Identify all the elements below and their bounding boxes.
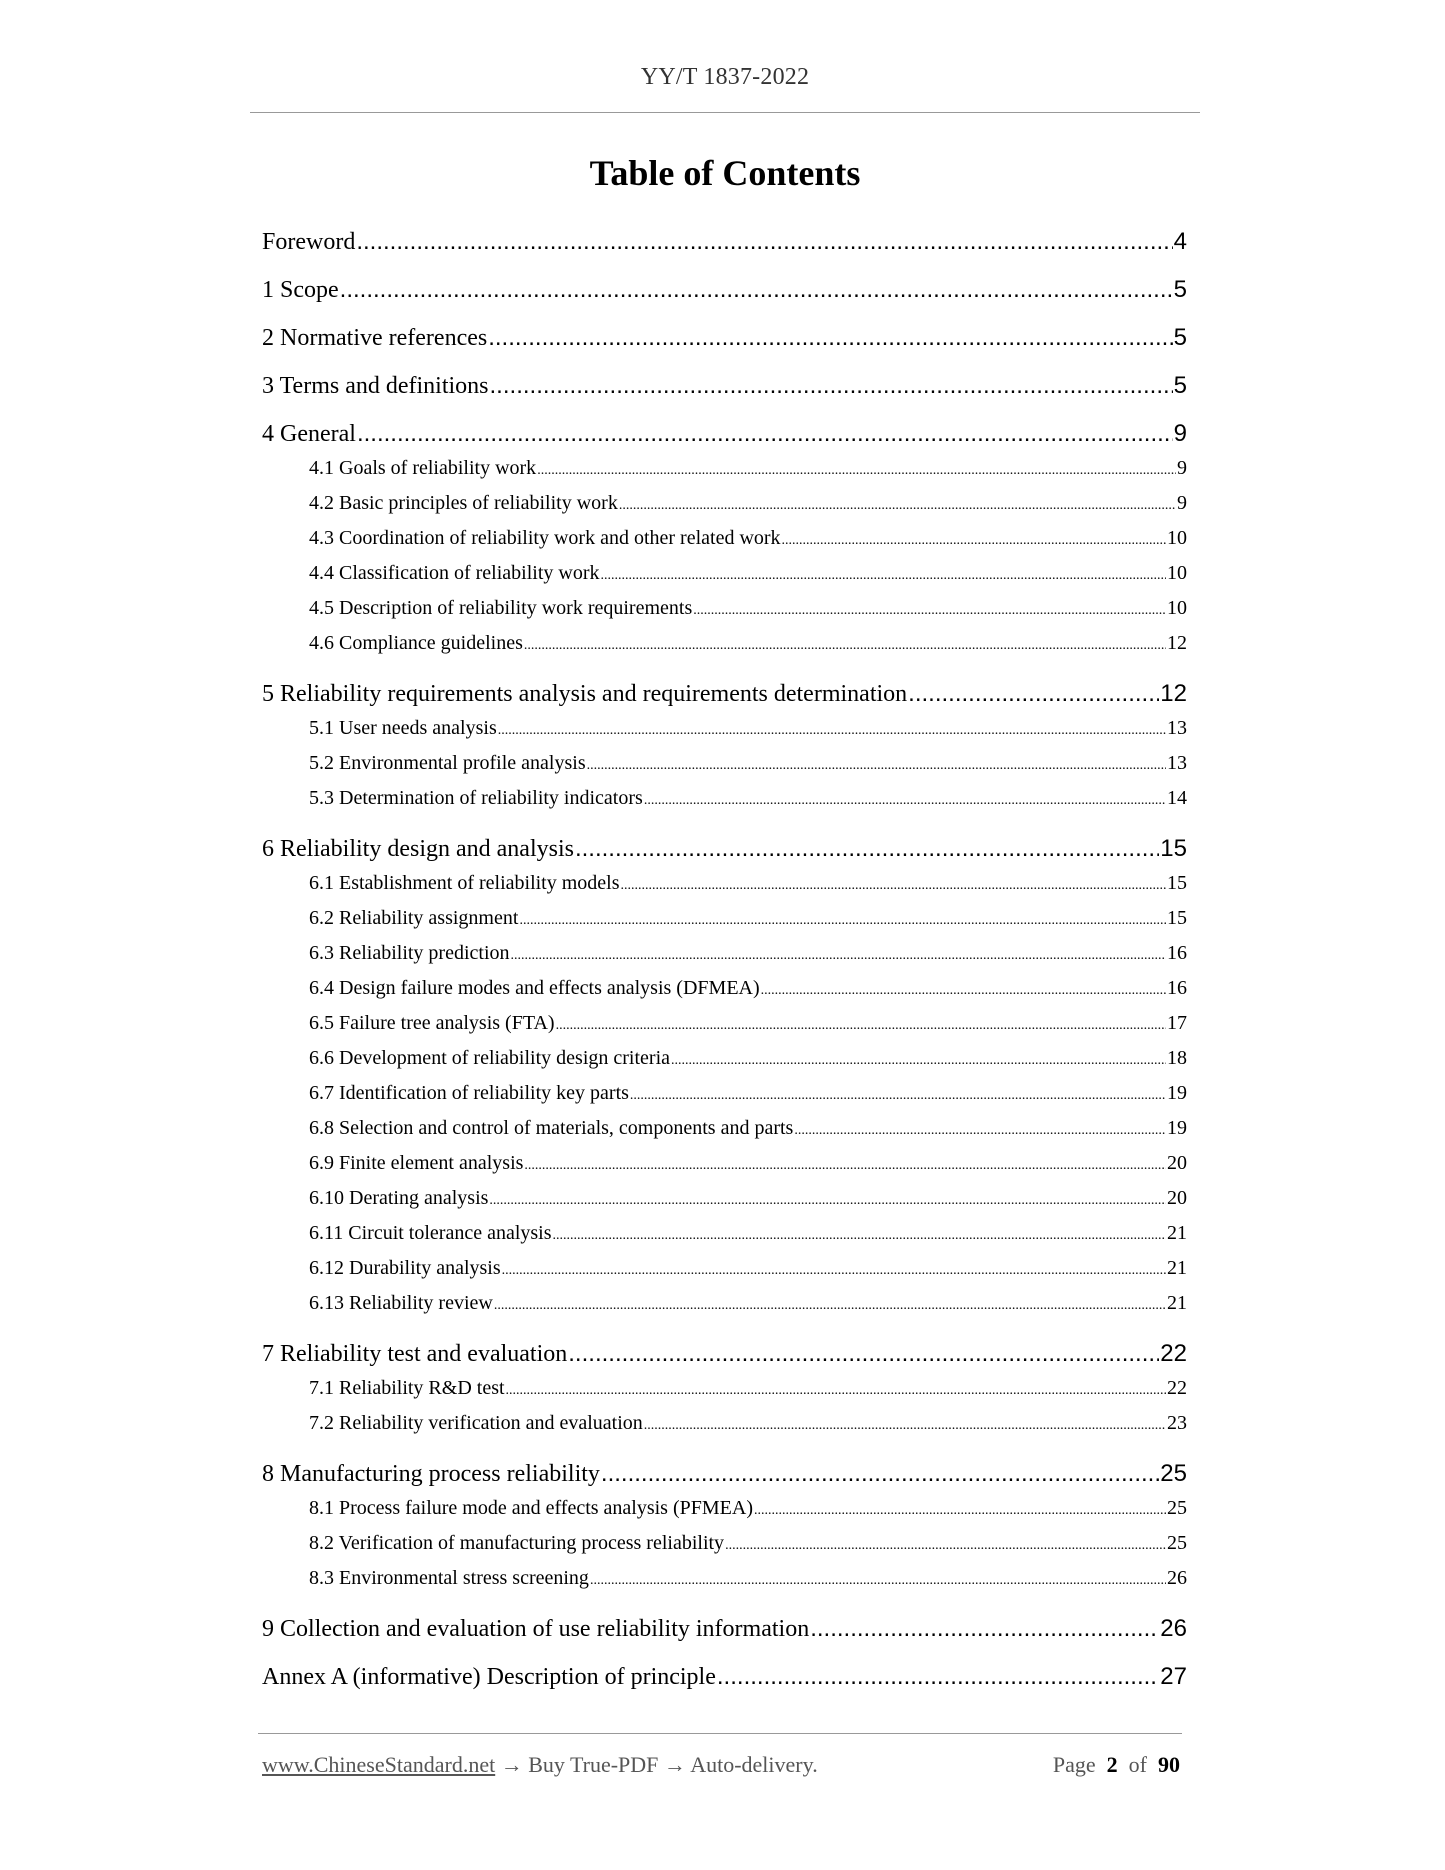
- toc-entry-page-number: 10: [1167, 597, 1187, 619]
- buy-true-pdf-text: Buy True-PDF: [528, 1752, 659, 1777]
- dot-leader: [490, 370, 1173, 402]
- toc-entry-label: 9 Collection and evaluation of use reliability information: [262, 1616, 810, 1642]
- toc-subsection-entry[interactable]: [309, 1254, 1187, 1282]
- toc-entry-page-number: 15: [1167, 872, 1187, 894]
- toc-entry-label: Foreword: [262, 229, 356, 255]
- dot-leader: [693, 594, 1166, 625]
- toc-section-entry[interactable]: [262, 1338, 1187, 1370]
- toc-entry-label: 4.1 Goals of reliability work: [309, 457, 537, 479]
- arrow-right-icon: →: [663, 1752, 686, 1777]
- dot-leader: [524, 629, 1166, 660]
- dot-leader: [519, 904, 1166, 935]
- toc-entry-page-number: 27: [1160, 1663, 1187, 1690]
- page-title: Table of Contents: [589, 153, 861, 193]
- toc-section-entry[interactable]: [262, 418, 1187, 450]
- dot-leader: [357, 418, 1173, 450]
- dot-leader: [761, 974, 1166, 1005]
- dot-leader: [810, 1613, 1159, 1645]
- toc-subsection-entry[interactable]: [309, 1409, 1187, 1437]
- toc-subsection-entry[interactable]: [309, 869, 1187, 897]
- toc-subsection-entry[interactable]: [309, 1564, 1187, 1592]
- dot-leader: [587, 749, 1166, 780]
- dot-leader: [553, 1219, 1166, 1250]
- toc-entry-page-number: 21: [1167, 1257, 1187, 1279]
- toc-entry-page-number: 13: [1167, 752, 1187, 774]
- toc-subsection-entry[interactable]: [309, 594, 1187, 622]
- toc-subsection-entry[interactable]: [309, 749, 1187, 777]
- arrow-right-icon: →: [500, 1752, 523, 1777]
- toc-subsection-entry[interactable]: [309, 1044, 1187, 1072]
- toc-entry-label: 6 Reliability design and analysis: [262, 836, 574, 862]
- toc-entry-page-number: 5: [1173, 324, 1187, 351]
- toc-entry-label: 6.12 Durability analysis: [309, 1257, 501, 1279]
- toc-entry-page-number: 15: [1167, 907, 1187, 929]
- toc-entry-label: 2 Normative references: [262, 325, 488, 351]
- toc-entry-label: 6.2 Reliability assignment: [309, 907, 519, 929]
- dot-leader: [590, 1564, 1166, 1595]
- dot-leader: [619, 489, 1176, 520]
- toc-section-entry[interactable]: [262, 322, 1187, 354]
- toc-entry-page-number: 12: [1167, 632, 1187, 654]
- dot-leader: [782, 524, 1166, 555]
- toc-entry-page-number: 5: [1173, 276, 1187, 303]
- toc-section-entry[interactable]: [262, 678, 1187, 710]
- toc-entry-label: 6.8 Selection and control of materials, components and parts: [309, 1117, 794, 1139]
- footer-divider: [258, 1733, 1182, 1734]
- toc-entry-label: 6.3 Reliability prediction: [309, 942, 510, 964]
- toc-entry-page-number: 25: [1167, 1497, 1187, 1519]
- toc-entry-label: 5.3 Determination of reliability indicators: [309, 787, 643, 809]
- toc-entry-page-number: 18: [1167, 1047, 1187, 1069]
- toc-entry-label: 6.7 Identification of reliability key parts: [309, 1082, 629, 1104]
- toc-subsection-entry[interactable]: [309, 1149, 1187, 1177]
- dot-leader: [621, 869, 1166, 900]
- toc-section-entry[interactable]: [262, 1458, 1187, 1490]
- toc-subsection-entry[interactable]: [309, 974, 1187, 1002]
- toc-entry-page-number: 16: [1167, 942, 1187, 964]
- dot-leader: [601, 1458, 1159, 1490]
- toc-entry-page-number: 15: [1160, 835, 1187, 862]
- toc-subsection-entry[interactable]: [309, 904, 1187, 932]
- toc-subsection-entry[interactable]: [309, 1114, 1187, 1142]
- toc-entry-page-number: 21: [1167, 1292, 1187, 1314]
- toc-subsection-entry[interactable]: [309, 1219, 1187, 1247]
- toc-entry-label: 1 Scope: [262, 277, 339, 303]
- toc-entry-page-number: 19: [1167, 1117, 1187, 1139]
- toc-subsection-entry[interactable]: [309, 559, 1187, 587]
- toc-entry-label: 7 Reliability test and evaluation: [262, 1341, 568, 1367]
- toc-entry-label: 8.2 Verification of manufacturing process reliability: [309, 1532, 725, 1554]
- page-indicator: [1053, 1752, 1180, 1778]
- toc-entry-label: 6.1 Establishment of reliability models: [309, 872, 620, 894]
- toc-subsection-entry[interactable]: [309, 1374, 1187, 1402]
- toc-entry-label: 6.13 Reliability review: [309, 1292, 493, 1314]
- toc-entry-label: 8.1 Process failure mode and effects analysis (PFMEA): [309, 1497, 753, 1519]
- toc-subsection-entry[interactable]: [309, 489, 1187, 517]
- toc-entry-label: 6.11 Circuit tolerance analysis: [309, 1222, 552, 1244]
- toc-entry-page-number: 16: [1167, 977, 1187, 999]
- toc-subsection-entry[interactable]: [309, 784, 1187, 812]
- dot-leader: [537, 454, 1176, 485]
- website-link[interactable]: www.ChineseStandard.net: [262, 1752, 496, 1777]
- toc-section-entry[interactable]: [262, 274, 1187, 306]
- document-id-header: YY/T 1837-2022: [640, 64, 810, 90]
- dot-leader: [506, 1374, 1166, 1405]
- toc-subsection-entry[interactable]: [309, 1529, 1187, 1557]
- toc-entry-label: 7.1 Reliability R&D test: [309, 1377, 505, 1399]
- dot-leader: [494, 1289, 1166, 1320]
- toc-entry-label: 7.2 Reliability verification and evaluation: [309, 1412, 643, 1434]
- toc-entry-page-number: 26: [1167, 1567, 1187, 1589]
- toc-entry-page-number: 17: [1167, 1012, 1187, 1034]
- toc-entry-page-number: 5: [1173, 372, 1187, 399]
- toc-entry-label: 3 Terms and definitions: [262, 373, 489, 399]
- toc-entry-page-number: 9: [1177, 492, 1187, 514]
- toc-section-entry[interactable]: [262, 226, 1187, 258]
- dot-leader: [644, 1409, 1166, 1440]
- toc-entry-page-number: 14: [1167, 787, 1187, 809]
- dot-leader: [630, 1079, 1166, 1110]
- dot-leader: [524, 1149, 1166, 1180]
- toc-entry-label: 8.3 Environmental stress screening: [309, 1567, 589, 1589]
- page-footer: [262, 1752, 1180, 1778]
- toc-entry-label: Annex A (informative) Description of principle: [262, 1664, 716, 1690]
- toc-section-entry[interactable]: [262, 370, 1187, 402]
- toc-entry-page-number: 21: [1167, 1222, 1187, 1244]
- toc-entry-label: 5 Reliability requirements analysis and requirements determination: [262, 681, 908, 707]
- dot-leader: [356, 226, 1172, 258]
- toc-entry-label: 4.3 Coordination of reliability work and other related work: [309, 527, 781, 549]
- of-label: of: [1128, 1752, 1147, 1777]
- toc-entry-label: 4.5 Description of reliability work requirements: [309, 597, 693, 619]
- toc-entry-page-number: 25: [1160, 1460, 1187, 1487]
- toc-entry-label: 5.1 User needs analysis: [309, 717, 497, 739]
- dot-leader: [575, 833, 1159, 865]
- current-page-number: 2: [1106, 1752, 1118, 1777]
- dot-leader: [671, 1044, 1166, 1075]
- auto-delivery-text: Auto-delivery.: [690, 1752, 818, 1777]
- toc-entry-page-number: 20: [1167, 1152, 1187, 1174]
- dot-leader: [601, 559, 1167, 590]
- dot-leader: [340, 274, 1173, 306]
- dot-leader: [794, 1114, 1166, 1145]
- toc-entry-label: 5.2 Environmental profile analysis: [309, 752, 586, 774]
- toc-entry-label: 6.5 Failure tree analysis (FTA): [309, 1012, 555, 1034]
- dot-leader: [489, 1184, 1166, 1215]
- toc-entry-label: 4.2 Basic principles of reliability work: [309, 492, 618, 514]
- toc-entry-label: 6.4 Design failure modes and effects analysis (DFMEA): [309, 977, 760, 999]
- toc-entry-page-number: 22: [1167, 1377, 1187, 1399]
- toc-entry-label: 4.6 Compliance guidelines: [309, 632, 523, 654]
- toc-entry-label: 6.10 Derating analysis: [309, 1187, 489, 1209]
- toc-entry-label: 4 General: [262, 421, 356, 447]
- dot-leader: [717, 1661, 1159, 1693]
- dot-leader: [556, 1009, 1166, 1040]
- toc-entry-label: 8 Manufacturing process reliability: [262, 1461, 600, 1487]
- toc-entry-page-number: 4: [1173, 228, 1187, 255]
- total-pages-number: 90: [1158, 1752, 1180, 1777]
- toc-section-entry[interactable]: [262, 1613, 1187, 1645]
- toc-subsection-entry[interactable]: [309, 1289, 1187, 1317]
- toc-subsection-entry[interactable]: [309, 1184, 1187, 1212]
- toc-subsection-entry[interactable]: [309, 454, 1187, 482]
- toc-subsection-entry[interactable]: [309, 524, 1187, 552]
- toc-entry-page-number: 9: [1173, 420, 1187, 447]
- toc-subsection-entry[interactable]: [309, 629, 1187, 657]
- toc-entry-page-number: 13: [1167, 717, 1187, 739]
- toc-entry-page-number: 22: [1160, 1340, 1187, 1367]
- dot-leader: [488, 322, 1172, 354]
- toc-subsection-entry[interactable]: [309, 1494, 1187, 1522]
- dot-leader: [644, 784, 1166, 815]
- toc-subsection-entry[interactable]: [309, 1079, 1187, 1107]
- toc-entry-page-number: 19: [1167, 1082, 1187, 1104]
- dot-leader: [568, 1338, 1159, 1370]
- toc-entry-page-number: 26: [1160, 1615, 1187, 1642]
- toc-entry-page-number: 20: [1167, 1187, 1187, 1209]
- toc-entry-page-number: 9: [1177, 457, 1187, 479]
- toc-subsection-entry[interactable]: [309, 714, 1187, 742]
- dot-leader: [502, 1254, 1166, 1285]
- toc-section-entry[interactable]: [262, 1661, 1187, 1693]
- toc-section-entry[interactable]: [262, 833, 1187, 865]
- toc-entry-page-number: 12: [1160, 680, 1187, 707]
- page-label: Page: [1052, 1752, 1096, 1777]
- toc-subsection-entry[interactable]: [309, 939, 1187, 967]
- dot-leader: [754, 1494, 1166, 1525]
- dot-leader: [498, 714, 1166, 745]
- header-divider: [250, 112, 1200, 113]
- toc-entry-label: 6.9 Finite element analysis: [309, 1152, 524, 1174]
- toc-entry-page-number: 25: [1167, 1532, 1187, 1554]
- dot-leader: [725, 1529, 1166, 1560]
- toc-entry-page-number: 23: [1167, 1412, 1187, 1434]
- toc-entry-page-number: 10: [1167, 562, 1187, 584]
- dot-leader: [511, 939, 1166, 970]
- toc-entry-label: 4.4 Classification of reliability work: [309, 562, 600, 584]
- toc-entry-page-number: 10: [1167, 527, 1187, 549]
- toc-entry-label: 6.6 Development of reliability design criteria: [309, 1047, 670, 1069]
- dot-leader: [908, 678, 1159, 710]
- toc-subsection-entry[interactable]: [309, 1009, 1187, 1037]
